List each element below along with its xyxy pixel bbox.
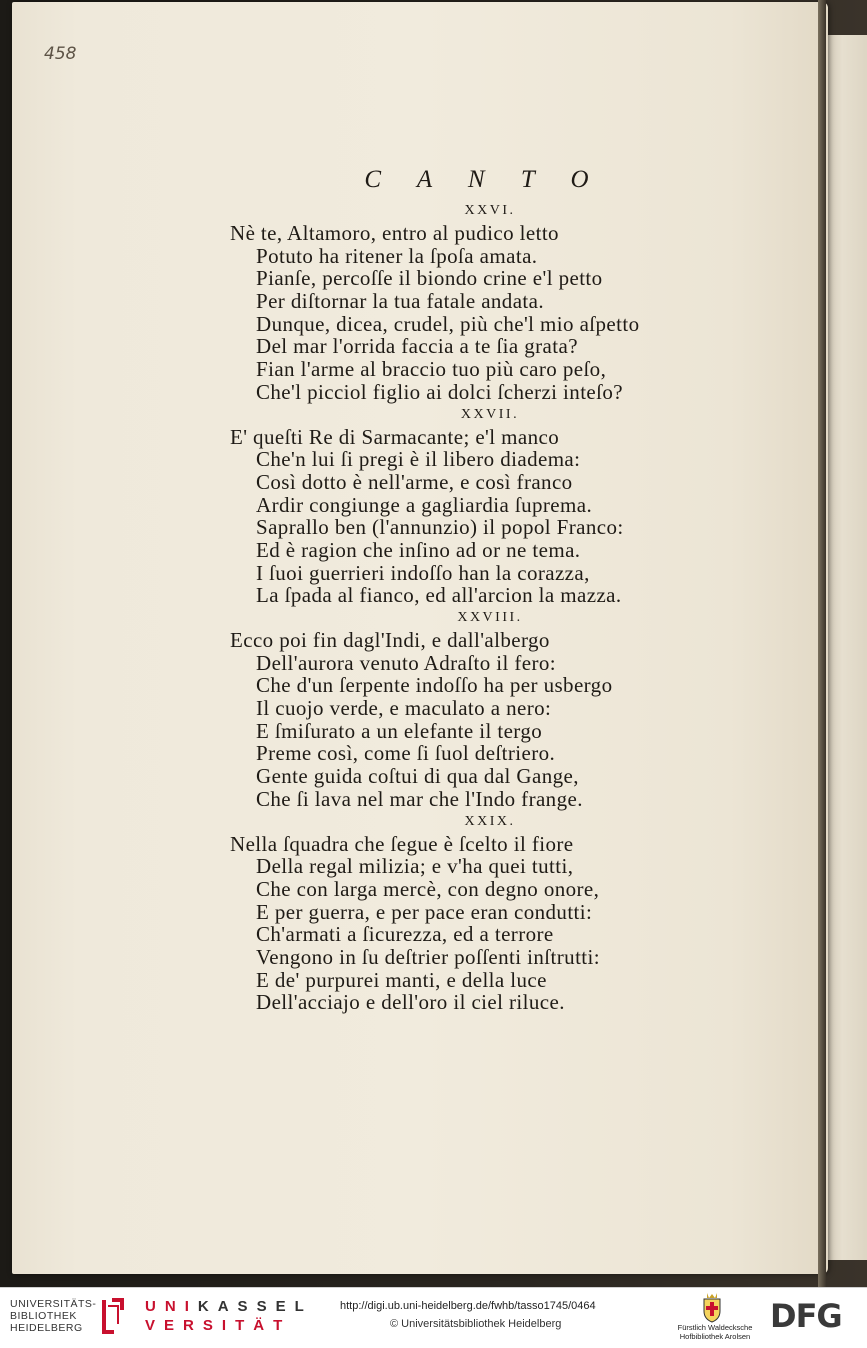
stanza-number: XXVIII.: [457, 610, 523, 625]
kassel-letter: Ä: [253, 1317, 274, 1334]
verse-line: E de' purpurei manti, e della luce: [256, 967, 547, 992]
verse-line: Pianſe, percoſſe il biondo crine e'l petto: [256, 266, 603, 291]
kassel-letter: T: [273, 1317, 292, 1334]
crest-label-line: Hofbibliothek Arolsen: [679, 1331, 751, 1341]
verse-line: Saprallo ben (l'annunzio) il popol Franco:: [256, 515, 624, 540]
verse-line: Così dotto è nell'arme, e così franco: [256, 469, 573, 494]
kassel-letter: T: [235, 1317, 254, 1334]
facing-page-edge: [824, 35, 867, 1260]
verse-line: Dunque, dicea, crudel, più che'l mio aſpetto: [256, 311, 640, 336]
kassel-line-1: [145, 1297, 313, 1316]
library-name-line: BIBLIOTHEK: [10, 1310, 77, 1322]
verse-line: Ch'armati a ſicurezza, ed a terrore: [256, 922, 554, 947]
kassel-letter: E: [275, 1298, 295, 1315]
verse-line: Nè te, Altamoro, entro al pudico letto: [230, 221, 559, 245]
footer-bar: [0, 1287, 867, 1348]
kassel-letter: S: [256, 1298, 276, 1315]
verse-line: Ecco poi fin dagl'Indi, e dall'albergo: [230, 628, 550, 652]
verse-line: E per guerra, e per pace eran condutti:: [256, 899, 593, 924]
canto-heading: C A N T O: [364, 166, 604, 193]
verse-line: Della regal milizia; e v'ha quei tutti,: [256, 854, 574, 879]
kassel-letter: N: [164, 1298, 185, 1315]
kassel-letter: U: [145, 1298, 165, 1315]
verse-line: E ſmiſurato a un elefante il tergo: [256, 718, 543, 743]
uni-kassel-logo: [145, 1297, 313, 1335]
folio-number: 458: [44, 44, 77, 64]
verse-line: Per diſtornar la tua fatale andata.: [256, 289, 545, 314]
crest-label-line: Fürstlich Waldecksche: [677, 1323, 753, 1332]
copyright-notice: © Universitätsbibliothek Heidelberg: [390, 1318, 562, 1330]
library-name-line: UNIVERSITÄTS-: [10, 1298, 97, 1310]
verse-line: Preme così, come ſi ſuol deſtriero.: [256, 741, 556, 766]
verse-line: Ardir congiunge a gagliardia ſuprema.: [256, 492, 593, 517]
verse-line: Fian l'arme al braccio tuo più caro peſo,: [256, 357, 607, 382]
crest-label: [667, 1324, 763, 1341]
kassel-letter: R: [183, 1317, 203, 1334]
verse-line: Che d'un ſerpente indoſſo ha per usbergo: [256, 673, 613, 698]
dfg-logo: DFG: [770, 1297, 842, 1335]
kassel-line-2: [145, 1316, 313, 1335]
verse-line: E' queſti Re di Sarmacante; e'l manco: [230, 424, 560, 449]
verse-line: Dell'acciajo e dell'oro il ciel riluce.: [256, 990, 565, 1015]
verse-line: Che'n lui ſi pregi è il libero diadema:: [256, 447, 581, 472]
verse-line: Nella ſquadra che ſegue è ſcelto il fiore: [230, 831, 574, 856]
verse-line: Potuto ha ritener la ſpoſa amata.: [256, 243, 538, 268]
verse-line: Che con larga mercè, con degno onore,: [256, 876, 600, 901]
kassel-letter: E: [164, 1317, 184, 1334]
permalink-url[interactable]: http://digi.ub.uni-heidelberg.de/fwhb/tasso1745/0464: [340, 1300, 596, 1312]
page-gutter: [818, 0, 826, 1287]
verse-line: I ſuoi guerrieri indoſſo han la corazza,: [256, 560, 590, 585]
verse-line: Gente guida coſtui di qua dal Gange,: [256, 764, 579, 789]
poem-text: [230, 160, 750, 1014]
verse-line: Il cuojo verde, e maculato a nero:: [256, 696, 552, 721]
ub-logo-icon: [98, 1296, 128, 1341]
kassel-letter: V: [145, 1317, 165, 1334]
verse-line: Del mar l'orrida faccia a te ſia grata?: [256, 334, 578, 359]
library-name-line: HEIDELBERG: [10, 1322, 83, 1334]
verse-line: Dell'aurora venuto Adraſto il fero:: [256, 650, 557, 675]
ub-heidelberg-logo-text: [10, 1298, 96, 1334]
kassel-letter: I: [184, 1298, 198, 1315]
kassel-letter: I: [221, 1317, 236, 1334]
kassel-letter: L: [294, 1298, 313, 1315]
kassel-letter: S: [237, 1298, 257, 1315]
stanza-number: XXVI.: [464, 203, 516, 218]
verse-line: La ſpada al fianco, ed all'arcion la mazza.: [256, 583, 622, 608]
verse-line: Che'l picciol figlio ai dolci ſcherzi inteſo?: [256, 379, 624, 404]
kassel-letter: S: [202, 1317, 222, 1334]
stanza-number: XXVII.: [460, 406, 520, 422]
kassel-letter: K: [197, 1298, 218, 1315]
verse-line: Vengono in ſu deſtrier poſſenti inſtrutti:: [256, 944, 601, 969]
verse-line: Che ſi lava nel mar che l'Indo frange.: [256, 786, 583, 811]
kassel-letter: A: [217, 1298, 238, 1315]
stanza-number: XXIX.: [464, 813, 516, 829]
verse-line: Ed è ragion che inſino ad or ne tema.: [256, 537, 581, 562]
stanza-container: [230, 200, 750, 1014]
